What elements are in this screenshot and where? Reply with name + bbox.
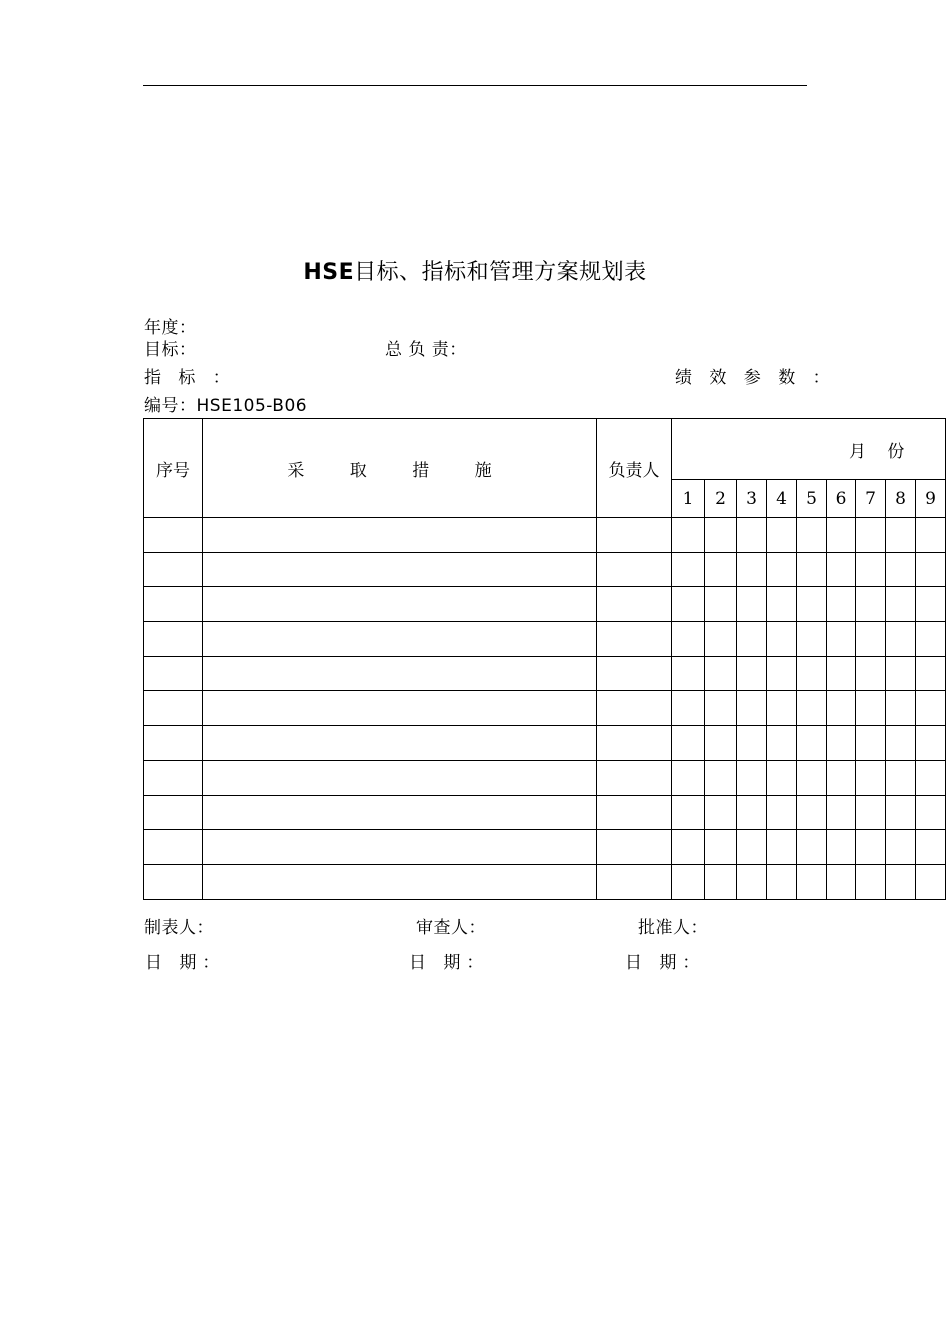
table-row	[144, 587, 946, 622]
table-cell	[737, 726, 767, 761]
table-cell	[856, 830, 886, 865]
table-cell	[737, 656, 767, 691]
table-cell	[672, 760, 705, 795]
table-cell	[672, 726, 705, 761]
title-text: 目标、指标和管理方案规划表	[354, 260, 647, 285]
table-cell	[144, 830, 203, 865]
table-cell	[767, 622, 797, 657]
measures-header: 采 取 措 施	[203, 419, 597, 518]
plan-table	[143, 418, 946, 900]
table-cell	[597, 518, 672, 553]
table-row	[144, 830, 946, 865]
table-cell	[737, 864, 767, 899]
month-header: 月 份	[672, 419, 946, 480]
table-cell	[597, 691, 672, 726]
table-cell	[827, 622, 856, 657]
table-cell	[797, 760, 827, 795]
month-3: 3	[737, 480, 767, 518]
table-cell	[705, 552, 737, 587]
table-cell	[767, 587, 797, 622]
table-cell	[916, 691, 946, 726]
table-cell	[856, 587, 886, 622]
table-cell	[597, 760, 672, 795]
table-cell	[797, 726, 827, 761]
table-cell	[203, 518, 597, 553]
table-row	[144, 864, 946, 899]
table-cell	[203, 760, 597, 795]
table-cell	[827, 795, 856, 830]
table-cell	[705, 518, 737, 553]
table-row	[144, 760, 946, 795]
table-cell	[705, 795, 737, 830]
table-cell	[144, 587, 203, 622]
table-cell	[203, 726, 597, 761]
table-cell	[886, 691, 916, 726]
table-cell	[672, 830, 705, 865]
header-rule	[143, 85, 807, 86]
table-cell	[672, 691, 705, 726]
year-label: 年度：	[144, 318, 197, 338]
table-cell	[827, 656, 856, 691]
table-cell	[886, 656, 916, 691]
table-row	[144, 518, 946, 553]
table-cell	[797, 587, 827, 622]
table-row	[144, 726, 946, 761]
table-cell	[737, 518, 767, 553]
month-4: 4	[767, 480, 797, 518]
table-cell	[856, 760, 886, 795]
table-cell	[916, 726, 946, 761]
table-cell	[916, 622, 946, 657]
month-7: 7	[856, 480, 886, 518]
table-cell	[827, 864, 856, 899]
table-cell	[797, 656, 827, 691]
document-number: 编号：HSE105-B06	[144, 396, 308, 416]
table-cell	[886, 726, 916, 761]
table-cell	[767, 691, 797, 726]
table-cell	[705, 760, 737, 795]
table-header-row	[144, 419, 946, 480]
table-cell	[705, 622, 737, 657]
table-cell	[916, 518, 946, 553]
title-code: HSE	[303, 260, 355, 285]
table-cell	[886, 795, 916, 830]
table-cell	[797, 518, 827, 553]
table-cell	[705, 864, 737, 899]
table-cell	[767, 795, 797, 830]
table-cell	[144, 518, 203, 553]
table-cell	[672, 518, 705, 553]
table-cell	[597, 587, 672, 622]
table-cell	[797, 830, 827, 865]
table-cell	[767, 830, 797, 865]
seq-header: 序号	[144, 419, 203, 518]
table-cell	[856, 795, 886, 830]
performance-label: 绩 效 参 数 ：	[675, 368, 836, 388]
table-cell	[797, 552, 827, 587]
table-cell	[767, 760, 797, 795]
table-cell	[737, 691, 767, 726]
table-cell	[886, 622, 916, 657]
table-cell	[856, 552, 886, 587]
table-cell	[597, 552, 672, 587]
table-cell	[672, 864, 705, 899]
approver-label: 批准人：	[638, 918, 708, 938]
table-cell	[916, 656, 946, 691]
table-cell	[827, 830, 856, 865]
table-row	[144, 691, 946, 726]
table-cell	[144, 795, 203, 830]
table-cell	[856, 656, 886, 691]
table-cell	[737, 830, 767, 865]
table-cell	[737, 622, 767, 657]
table-cell	[916, 760, 946, 795]
table-cell	[737, 795, 767, 830]
table-cell	[767, 552, 797, 587]
table-cell	[767, 656, 797, 691]
table-cell	[705, 830, 737, 865]
table-cell	[886, 587, 916, 622]
table-cell	[203, 656, 597, 691]
table-cell	[737, 552, 767, 587]
table-cell	[144, 691, 203, 726]
table-cell	[797, 795, 827, 830]
table-cell	[797, 691, 827, 726]
table-cell	[827, 760, 856, 795]
table-cell	[916, 830, 946, 865]
table-cell	[705, 587, 737, 622]
table-cell	[797, 864, 827, 899]
table-cell	[856, 726, 886, 761]
table-cell	[144, 656, 203, 691]
table-cell	[767, 864, 797, 899]
table-cell	[886, 864, 916, 899]
table-cell	[737, 587, 767, 622]
month-5: 5	[797, 480, 827, 518]
table-cell	[672, 656, 705, 691]
table-cell	[737, 760, 767, 795]
table-cell	[705, 656, 737, 691]
month-6: 6	[827, 480, 856, 518]
table-cell	[672, 795, 705, 830]
table-cell	[203, 622, 597, 657]
general-manager-label: 总 负 责：	[385, 340, 467, 360]
table-cell	[597, 795, 672, 830]
table-cell	[886, 518, 916, 553]
table-cell	[856, 518, 886, 553]
preparer-date-label: 日 期：	[145, 953, 226, 973]
preparer-label: 制表人：	[144, 918, 214, 938]
reviewer-date-label: 日 期：	[409, 953, 490, 973]
table-cell	[856, 691, 886, 726]
table-cell	[144, 622, 203, 657]
table-cell	[705, 691, 737, 726]
table-cell	[597, 830, 672, 865]
table-cell	[916, 864, 946, 899]
approver-date-label: 日 期：	[625, 953, 706, 973]
table-cell	[767, 726, 797, 761]
table-cell	[827, 552, 856, 587]
table-cell	[916, 552, 946, 587]
table-cell	[203, 587, 597, 622]
table-cell	[203, 552, 597, 587]
table-cell	[203, 830, 597, 865]
table-cell	[797, 622, 827, 657]
table-cell	[827, 518, 856, 553]
owner-header: 负责人	[597, 419, 672, 518]
table-cell	[856, 864, 886, 899]
table-cell	[827, 691, 856, 726]
month-1: 1	[672, 480, 705, 518]
table-cell	[767, 518, 797, 553]
page-title	[0, 255, 950, 286]
table-cell	[597, 726, 672, 761]
table-cell	[597, 864, 672, 899]
table-cell	[203, 864, 597, 899]
table-cell	[144, 726, 203, 761]
month-9: 9	[916, 480, 946, 518]
table-row	[144, 795, 946, 830]
table-cell	[672, 587, 705, 622]
table-cell	[597, 656, 672, 691]
table-cell	[886, 760, 916, 795]
table-cell	[203, 795, 597, 830]
indicator-label: 指 标 ：	[144, 368, 236, 388]
month-8: 8	[886, 480, 916, 518]
table-cell	[886, 830, 916, 865]
table-row	[144, 622, 946, 657]
table-row	[144, 656, 946, 691]
table-cell	[144, 552, 203, 587]
table-cell	[886, 552, 916, 587]
table-cell	[827, 587, 856, 622]
table-cell	[856, 622, 886, 657]
goal-label: 目标：	[144, 340, 197, 360]
table-cell	[144, 864, 203, 899]
table-cell	[203, 691, 597, 726]
table-cell	[672, 622, 705, 657]
month-2: 2	[705, 480, 737, 518]
table-cell	[144, 760, 203, 795]
table-cell	[916, 587, 946, 622]
table-cell	[827, 726, 856, 761]
table-cell	[672, 552, 705, 587]
reviewer-label: 审查人：	[416, 918, 486, 938]
table-cell	[705, 726, 737, 761]
table-cell	[916, 795, 946, 830]
table-cell	[597, 622, 672, 657]
table-row	[144, 552, 946, 587]
